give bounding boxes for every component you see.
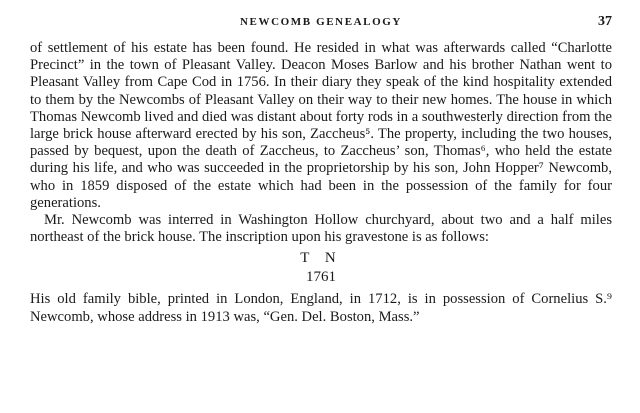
inscription-initials: T N: [300, 250, 342, 267]
body-text: [30, 40, 612, 326]
running-head: NEWCOMB GENEALOGY: [240, 16, 402, 28]
inscription-year: 1761: [306, 269, 336, 286]
paragraph-settlement: of settlement of his estate has been found. He resided in what was afterwards called “Charlotte Precinct” in the town of Pleasant Valley. Deacon Moses Barlow and his brother Nathan went to Pleasant Valley from Cape Cod in 1756. In their diary they speak of the kind hospitality extended to them by the Newcombs of Pleasant Valley on their way to their new homes. The house in which Thomas Newcomb lived and died was distant about forty rods in a southwesterly direction from the large brick house afterward erected by his son, Zaccheus⁵. The property, including the two houses, passed by bequest, upon the death of Zaccheus, to Zaccheus’ son, Thomas⁶, who held the estate during his life, and who was succeeded in the proprietorship by his son, John Hopper⁷ Newcomb, who in 1859 disposed of the estate which had been in the possession of the family for four generations.: [30, 40, 612, 211]
page-header: [30, 14, 612, 30]
gravestone-inscription: [30, 249, 612, 287]
paragraph-interment: Mr. Newcomb was interred in Washington Hollow churchyard, about two and a half miles northeast of the brick house. The inscription upon his gravestone is as follows:: [30, 212, 612, 246]
page-number: 37: [598, 14, 612, 29]
paragraph-family-bible: His old family bible, printed in London, England, in 1712, is in possession of Cornelius S.⁹ Newcomb, whose address in 1913 was, “Gen. Del. Boston, Mass.”: [30, 291, 612, 325]
